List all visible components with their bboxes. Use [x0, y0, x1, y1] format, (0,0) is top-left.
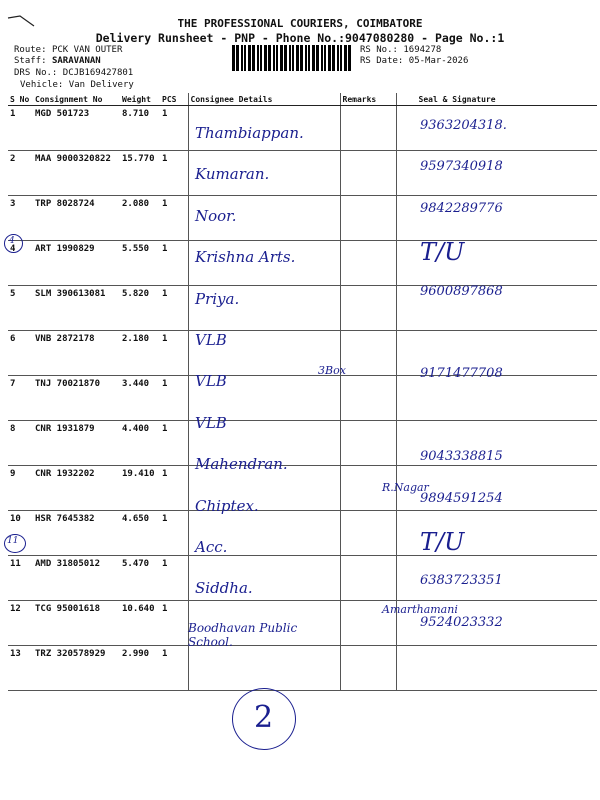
row-weight: 10.640	[120, 601, 160, 646]
circle-mark-4	[4, 234, 23, 253]
table-row	[8, 511, 597, 556]
route-line: Route: PCK VAN OUTER	[14, 45, 123, 55]
row-consignment: TNJ 70021870	[33, 376, 120, 421]
row-remarks	[340, 376, 396, 421]
row-pcs: 1	[160, 151, 188, 196]
row-sno: 1	[8, 106, 33, 151]
barcode-bar	[324, 45, 326, 71]
row-consignment: TCG 95001618	[33, 601, 120, 646]
barcode-bar	[305, 45, 307, 71]
handwritten-consignee: VLB	[195, 331, 227, 349]
handwritten-consignee: Siddha.	[195, 579, 253, 598]
circled-row-number: 11	[7, 536, 19, 546]
row-sno: 11	[8, 556, 33, 601]
row-sno: 7	[8, 376, 33, 421]
rs-date: RS Date: 05-Mar-2026	[360, 56, 469, 66]
barcode-bar	[248, 45, 251, 71]
handwritten-consignee: Chiptex.	[195, 496, 259, 515]
handwritten-signature: 9171477708	[420, 366, 503, 382]
barcode-bar	[340, 45, 342, 71]
handwritten-note: 3Box	[318, 364, 346, 378]
row-pcs: 1	[160, 331, 188, 376]
row-sno: 12	[8, 601, 33, 646]
col-weight: Weight	[120, 93, 160, 106]
row-consignment: MGD 501723	[33, 106, 120, 151]
col-seal: Seal & Signature	[396, 93, 597, 106]
row-consignee	[188, 646, 340, 691]
row-consignment: MAA 9000320822	[33, 151, 120, 196]
row-pcs: 1	[160, 241, 188, 286]
row-remarks	[340, 511, 396, 556]
barcode-bar	[332, 45, 335, 71]
handwritten-signature: 9600897868	[420, 283, 503, 299]
handwritten-signature: 9842289776	[420, 200, 503, 216]
row-weight: 4.650	[120, 511, 160, 556]
staff-line: Staff: SARAVANAN	[14, 56, 101, 66]
row-sno: 8	[8, 421, 33, 466]
row-consignment: ART 1990829	[33, 241, 120, 286]
handwritten-signature: 9043338815	[420, 449, 503, 465]
table-header	[8, 93, 597, 106]
circled-row-number: 4	[9, 236, 15, 246]
row-consignment: HSR 7645382	[33, 511, 120, 556]
row-sno: 6	[8, 331, 33, 376]
handwritten-signature: 9363204318.	[420, 118, 507, 133]
table-row	[8, 286, 597, 331]
table-row	[8, 331, 597, 376]
runsheet-table	[8, 93, 597, 691]
handwritten-consignee: Mahendran.	[195, 455, 288, 474]
barcode-bar	[236, 45, 239, 71]
col-consignee: Consignee Details	[188, 93, 340, 106]
rs-no: RS No.: 1694278	[360, 45, 442, 55]
row-weight: 5.820	[120, 286, 160, 331]
row-weight: 2.180	[120, 331, 160, 376]
page-circle-number: 2	[254, 700, 274, 735]
barcode-bar	[321, 45, 323, 71]
row-sno: 13	[8, 646, 33, 691]
handwritten-signature: 9894591254	[420, 490, 503, 506]
handwritten-consignee: VLB	[195, 372, 227, 391]
barcode-bar	[276, 45, 278, 71]
row-remarks	[340, 331, 396, 376]
row-seal	[396, 646, 597, 691]
table-row	[8, 151, 597, 196]
barcode-bar	[348, 45, 351, 71]
row-pcs: 1	[160, 106, 188, 151]
handwritten-note: Amarthamani	[382, 602, 458, 616]
row-sno: 2	[8, 151, 33, 196]
handwritten-consignee: VLB	[195, 413, 227, 432]
barcode	[231, 45, 355, 71]
row-weight: 2.080	[120, 196, 160, 241]
row-consignment: TRP 8028724	[33, 196, 120, 241]
row-pcs: 1	[160, 196, 188, 241]
row-pcs: 1	[160, 556, 188, 601]
handwritten-consignee: Boodhavan Public School.	[188, 620, 298, 649]
barcode-bar	[292, 45, 294, 71]
barcode-bar	[296, 45, 299, 71]
handwritten-consignee: Acc.	[195, 538, 228, 556]
row-remarks	[340, 196, 396, 241]
row-pcs: 1	[160, 421, 188, 466]
table-row	[8, 241, 597, 286]
table-row	[8, 421, 597, 466]
barcode-bar	[260, 45, 262, 71]
row-sno: 10	[8, 511, 33, 556]
handwritten-consignee: Priya.	[195, 289, 240, 308]
row-remarks	[340, 241, 396, 286]
row-sno: 5	[8, 286, 33, 331]
row-consignment: AMD 31805012	[33, 556, 120, 601]
barcode-bar	[252, 45, 255, 71]
row-consignment: SLM 390613081	[33, 286, 120, 331]
col-pcs: PCS	[160, 93, 188, 106]
handwritten-signature: 9524023332	[420, 614, 503, 630]
barcode-bar	[280, 45, 283, 71]
row-weight: 4.400	[120, 421, 160, 466]
table-row	[8, 466, 597, 511]
handwritten-consignee: Kumaran.	[195, 165, 270, 184]
col-consignment: Consignment No	[33, 93, 120, 106]
barcode-bar	[241, 45, 243, 71]
barcode-bar	[284, 45, 287, 71]
row-pcs: 1	[160, 511, 188, 556]
barcode-bar	[344, 45, 347, 71]
row-remarks	[340, 556, 396, 601]
barcode-bar	[312, 45, 315, 71]
row-remarks	[340, 286, 396, 331]
table-row	[8, 646, 597, 691]
row-weight: 2.990	[120, 646, 160, 691]
row-remarks	[340, 646, 396, 691]
row-sno: 3	[8, 196, 33, 241]
barcode-bar	[328, 45, 331, 71]
handwritten-note: R.Nagar	[382, 480, 429, 494]
row-pcs: 1	[160, 466, 188, 511]
row-consignment: TRZ 320578929	[33, 646, 120, 691]
circle-mark-11	[4, 534, 26, 553]
row-consignment: CNR 1932202	[33, 466, 120, 511]
row-sno: 9	[8, 466, 33, 511]
row-remarks	[340, 421, 396, 466]
row-weight: 8.710	[120, 106, 160, 151]
table-row	[8, 376, 597, 421]
row-sno: 4	[8, 241, 33, 286]
drs-line: DRS No.: DCJB169427801	[14, 68, 134, 78]
barcode-bar	[268, 45, 271, 71]
row-remarks	[340, 106, 396, 151]
barcode-bar	[316, 45, 319, 71]
barcode-bar	[273, 45, 275, 71]
row-weight: 19.410	[120, 466, 160, 511]
barcode-bar	[308, 45, 310, 71]
rs-info	[360, 45, 468, 67]
row-pcs: 1	[160, 646, 188, 691]
company-name: THE PROFESSIONAL COURIERS, COIMBATORE	[177, 17, 423, 30]
row-seal	[396, 376, 597, 421]
handwritten-consignee: Noor.	[195, 206, 237, 225]
row-remarks	[340, 151, 396, 196]
barcode-bar	[244, 45, 246, 71]
barcode-bar	[300, 45, 303, 71]
row-pcs: 1	[160, 376, 188, 421]
row-pcs: 1	[160, 601, 188, 646]
barcode-bar	[257, 45, 259, 71]
row-weight: 5.470	[120, 556, 160, 601]
barcode-bar	[337, 45, 339, 71]
handwritten-signature: 9597340918	[420, 159, 503, 175]
barcode-bar	[289, 45, 291, 71]
barcode-bar	[232, 45, 235, 71]
barcode-bar	[264, 45, 267, 71]
table-row	[8, 196, 597, 241]
handwritten-signature: T/U	[420, 528, 465, 556]
runsheet-title: Delivery Runsheet - PNP - Phone No.:9047080280 - Page No.:1	[95, 31, 505, 45]
table-row	[8, 556, 597, 601]
row-consignment: CNR 1931879	[33, 421, 120, 466]
handwritten-consignee: Thambiappan.	[195, 124, 304, 142]
col-remarks: Remarks	[340, 93, 396, 106]
row-weight: 3.440	[120, 376, 160, 421]
col-sno: S No	[8, 93, 33, 106]
handwritten-signature: T/U	[420, 238, 465, 267]
vehicle-line: Vehicle: Van Delivery	[20, 80, 134, 90]
row-consignment: VNB 2872178	[33, 331, 120, 376]
handwritten-consignee: Krishna Arts.	[195, 248, 296, 267]
row-weight: 15.770	[120, 151, 160, 196]
handwritten-signature: 6383723351	[420, 573, 503, 589]
row-pcs: 1	[160, 286, 188, 331]
row-weight: 5.550	[120, 241, 160, 286]
